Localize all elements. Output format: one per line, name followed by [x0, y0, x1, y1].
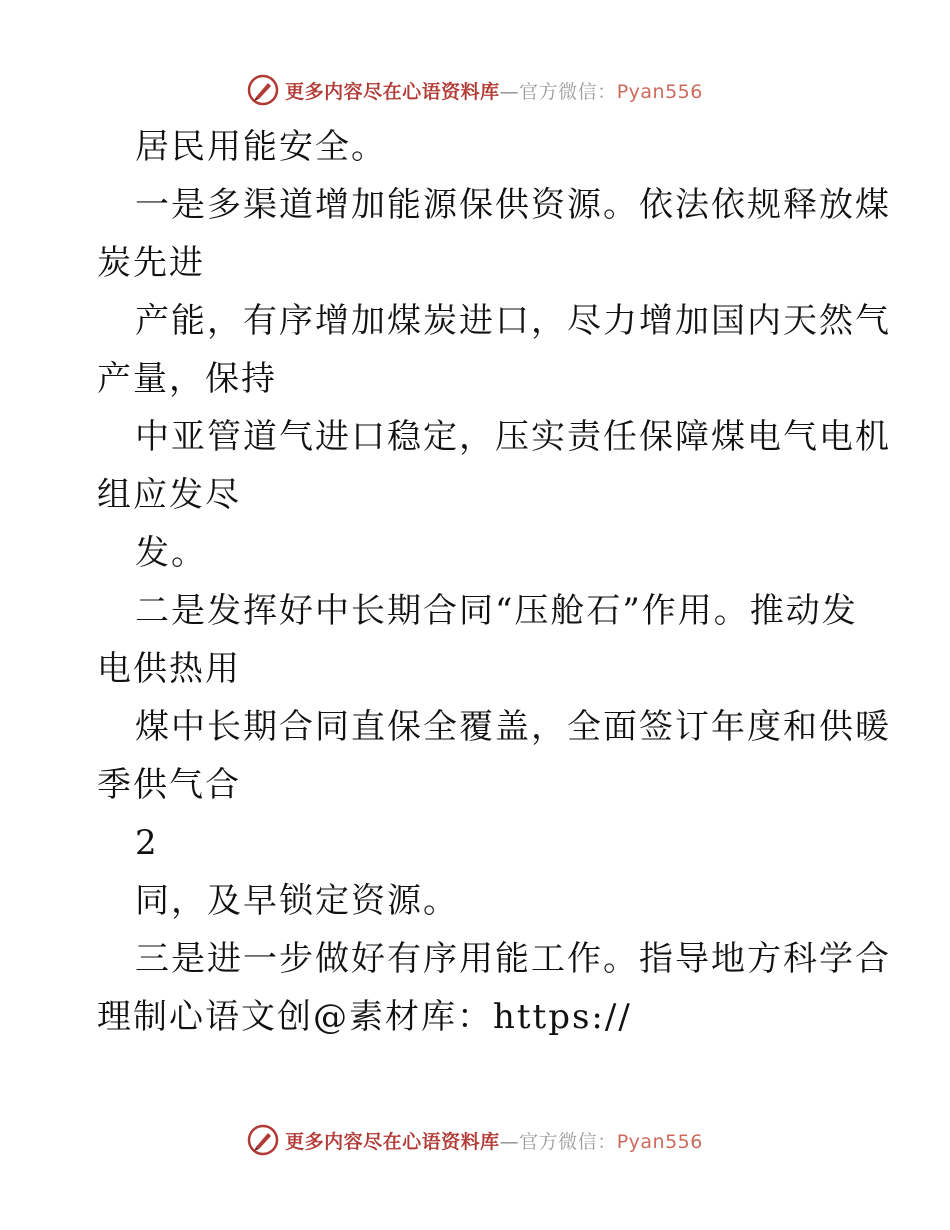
footer-watermark — [0, 1120, 950, 1160]
pen-logo-icon — [247, 1124, 279, 1156]
watermark-text — [285, 77, 703, 104]
pen-logo-icon — [247, 74, 279, 106]
paragraph-line: 煤中长期合同直保全覆盖，全面签订年度和供暖 — [135, 707, 891, 747]
watermark-wechat-id: Pyan556 — [616, 1130, 703, 1153]
watermark-brand: 更多内容尽在心语资料库 — [285, 1130, 500, 1153]
document-body — [97, 118, 891, 1046]
paragraph-line: 组应发尽 — [97, 475, 241, 515]
paragraph-line: 理制心语文创@素材库：https:// — [97, 997, 632, 1037]
paragraph-line: 同，及早锁定资源。 — [135, 881, 459, 921]
watermark-wechat-label: 官方微信： — [519, 80, 617, 103]
watermark-separator: — — [499, 1130, 520, 1153]
paragraph-line: 季供气合 — [97, 765, 241, 805]
page-number: 2 — [135, 823, 159, 863]
watermark-brand: 更多内容尽在心语资料库 — [285, 80, 500, 103]
watermark-wechat-id: Pyan556 — [616, 80, 703, 103]
paragraph-line: 居民用能安全。 — [135, 127, 387, 167]
paragraph-line: 一是多渠道增加能源保供资源。依法依规释放煤 — [135, 185, 891, 225]
paragraph-line: 电供热用 — [97, 649, 241, 689]
paragraph-line: 三是进一步做好有序用能工作。指导地方科学合 — [135, 939, 891, 979]
paragraph-line: 炭先进 — [97, 243, 205, 283]
paragraph-line: 二是发挥好中长期合同“压舱石”作用。推动发 — [135, 591, 858, 631]
watermark-text — [285, 1127, 703, 1154]
paragraph-line: 产量，保持 — [97, 359, 277, 399]
header-watermark — [0, 70, 950, 110]
watermark-separator: — — [499, 80, 520, 103]
paragraph-line: 中亚管道气进口稳定，压实责任保障煤电气电机 — [135, 417, 891, 457]
paragraph-line: 发。 — [135, 533, 207, 573]
watermark-wechat-label: 官方微信： — [519, 1130, 617, 1153]
paragraph-line: 产能，有序增加煤炭进口，尽力增加国内天然气 — [135, 301, 891, 341]
